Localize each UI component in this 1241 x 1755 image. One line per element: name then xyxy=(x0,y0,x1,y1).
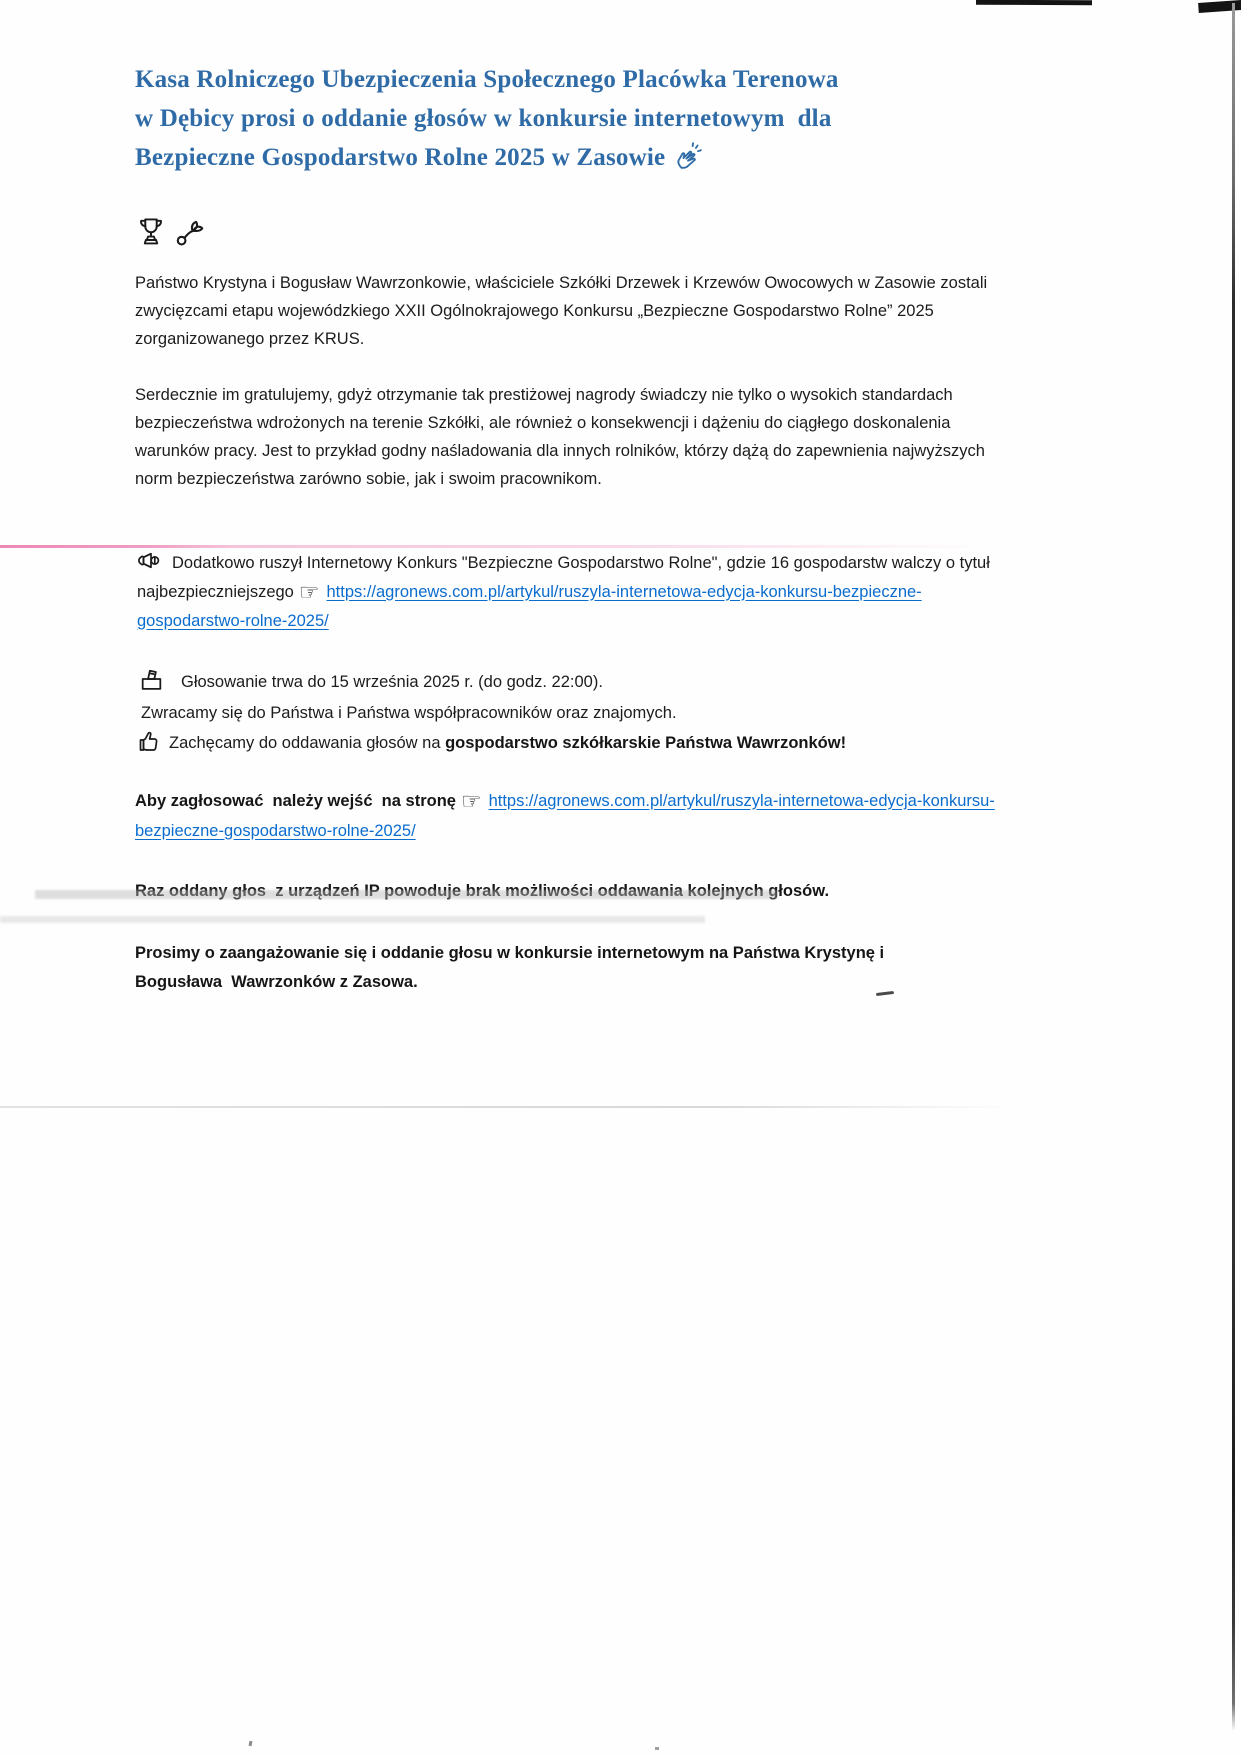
scan-artifact-speck xyxy=(249,1741,253,1747)
document-title xyxy=(135,60,980,177)
how-to-vote-text: Aby zagłosować należy wejść na stronę xyxy=(135,791,456,810)
voting-encourage-bold: gospodarstwo szkółkarskie Państwa Wawrzonków! xyxy=(445,733,847,752)
seedling-icon xyxy=(173,216,205,248)
voting-deadline-line xyxy=(138,666,1018,697)
congrats-paragraph: Serdecznie im gratulujemy, gdyż otrzymanie tak prestiżowej nagrody świadczy nie tylko o wysokich standardach bezpieczeństwa wdrożonych na terenie Szkółki, ale również o konsekwencji i dążeniu do ciągłego doskonalenia warunków pracy. Jest to przykład godny naśladowania dla innych rolników, którzy dążą do zapewnienia najwyższych norm bezpieczeństwa zarówno sobie, jak i swoim pracownikom. xyxy=(135,385,990,488)
how-to-vote-paragraph xyxy=(135,786,1003,846)
voting-deadline-text: Głosowanie trwa do 15 września 2025 r. (do godz. 22:00). xyxy=(181,672,603,691)
closing-paragraph: Prosimy o zaangażowanie się i oddanie głosu w konkursie internetowym na Państwa Krystynę i Bogusława Wawrzonków z Zasowa. xyxy=(135,943,889,991)
scan-artifact-top-corner xyxy=(1198,0,1241,13)
ip-notice: Raz oddany głos z urządzeń IP powoduje brak możliwości oddawania kolejnych głosów. xyxy=(135,881,830,900)
trophy-icon xyxy=(136,216,166,248)
title-line-3 xyxy=(135,138,980,177)
voting-appeal-line: Zwracamy się do Państwa i Państwa współpracowników oraz znajomych. xyxy=(141,703,677,722)
voting-encourage-text: Zachęcamy do oddawania głosów na xyxy=(169,733,446,752)
intro-paragraph: Państwo Krystyna i Bogusław Wawrzonkowie, właściciele Szkółki Drzewek i Krzewów Owocowych w Zasowie zostali zwycięzcami etapu wojewódzkiego XXII Ogólnokrajowego Konkursu „Bezpieczne Gospodarstwo Rolne” 2025 zorganizowanego przez KRUS. xyxy=(135,273,992,348)
ballot-box-icon xyxy=(138,666,165,693)
intro-icon-row xyxy=(136,216,205,248)
clapping-hands-icon xyxy=(675,141,705,171)
megaphone-icon xyxy=(137,548,164,574)
pointing-finger-icon: ☞ xyxy=(460,788,482,815)
contest-text: Dodatkowo ruszył Internetowy Konkurs "Bezpieczne Gospodarstwo Rolne", gdzie 16 gospodarstw walczy o tytuł najbezpieczniejszego xyxy=(137,553,995,601)
pointing-finger-icon: ☞ xyxy=(298,579,320,606)
title-line-1: Kasa Rolniczego Ubezpieczenia Społecznego Placówka Terenowa xyxy=(135,66,839,93)
scan-artifact-gray-line xyxy=(0,1106,1015,1108)
scan-artifact-top-line xyxy=(976,0,1092,5)
how-to-vote-link[interactable]: https://agronews.com.pl/artykul/ruszyla-internetowa-edycja-konkursu-bezpieczne-gospodarstwo-rolne-2025/ xyxy=(135,791,995,840)
scan-artifact-gray-band xyxy=(0,916,705,923)
scan-artifact-speck xyxy=(655,1747,659,1750)
title-line-2: w Dębicy prosi o oddanie głosów w konkursie internetowym dla xyxy=(135,105,832,132)
voting-encourage-line xyxy=(136,728,1036,758)
thumbs-up-icon xyxy=(136,728,162,754)
contest-paragraph xyxy=(137,548,1003,636)
contest-link[interactable]: https://agronews.com.pl/artykul/ruszyla-internetowa-edycja-konkursu-bezpieczne-gospodarstwo-rolne-2025/ xyxy=(137,582,922,630)
title-line-3-text: Bezpieczne Gospodarstwo Rolne 2025 w Zasowie xyxy=(135,144,666,171)
scan-artifact-right-edge-line xyxy=(1232,3,1235,1731)
